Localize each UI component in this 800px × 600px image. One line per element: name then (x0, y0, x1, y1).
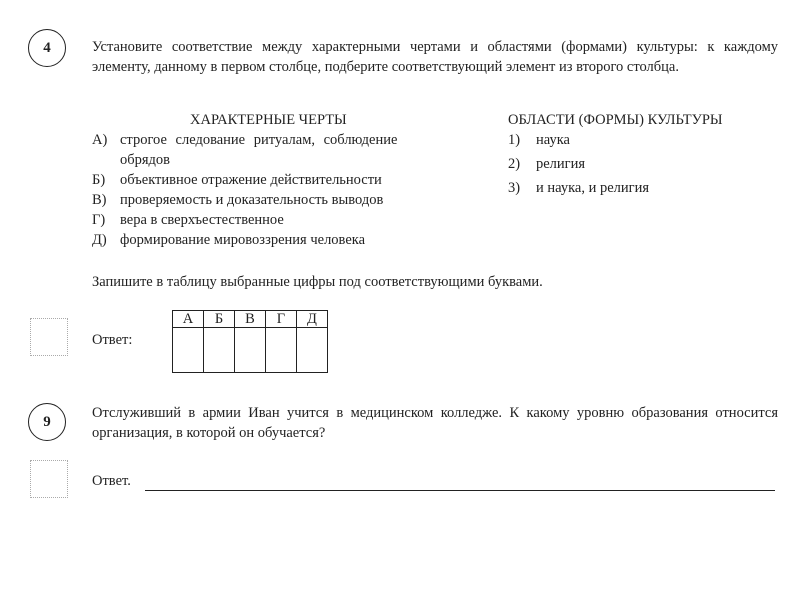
answer-line[interactable] (145, 490, 775, 491)
table-header: Д (297, 311, 328, 328)
form-text: религия (536, 156, 586, 172)
table-header: А (173, 311, 204, 328)
feature-text: строгое следование ритуалам, соблюдение (120, 132, 398, 148)
answer-cell[interactable] (204, 328, 235, 373)
table-header: Б (204, 311, 235, 328)
table-header: Г (266, 311, 297, 328)
feature-item (92, 170, 382, 190)
feature-text: объективное отражение действительности (120, 172, 382, 188)
form-marker: 1) (508, 132, 521, 148)
feature-item (92, 210, 284, 230)
form-text: и наука, и религия (536, 180, 650, 196)
form-item (508, 178, 649, 198)
feature-marker: Г) (92, 212, 106, 228)
feature-item (92, 130, 397, 150)
answer-table (172, 310, 328, 373)
form-item (508, 154, 585, 174)
answer-cell[interactable] (173, 328, 204, 373)
feature-text: формирование мировоззрения человека (120, 232, 366, 248)
score-box (30, 318, 68, 356)
feature-marker: В) (92, 192, 107, 208)
score-box (30, 460, 68, 498)
task-prompt: Отслуживший в армии Иван учится в медицинском колледже. К какому уровню образования относится организация, в которой он обучается? (92, 405, 778, 441)
instruction: Запишите в таблицу выбранные цифры под соответствующими буквами. (92, 274, 543, 290)
features-header: ХАРАКТЕРНЫЕ ЧЕРТЫ (190, 112, 347, 128)
task-number-badge: 9 (28, 403, 66, 441)
feature-text-cont: обрядов (120, 152, 171, 168)
feature-text: проверяемость и доказательность выводов (120, 192, 384, 208)
answer-label: Ответ. (92, 473, 131, 489)
answer-label: Ответ: (92, 332, 133, 348)
answer-cell[interactable] (235, 328, 266, 373)
feature-marker: Д) (92, 232, 107, 248)
answer-cell[interactable] (266, 328, 297, 373)
feature-marker: А) (92, 132, 108, 148)
feature-item (92, 230, 365, 250)
feature-text: вера в сверхъестественное (120, 212, 284, 228)
feature-marker: Б) (92, 172, 106, 188)
answer-cell[interactable] (297, 328, 328, 373)
form-text: наука (536, 132, 570, 148)
forms-header: ОБЛАСТИ (ФОРМЫ) КУЛЬТУРЫ (508, 112, 723, 128)
table-header: В (235, 311, 266, 328)
form-marker: 3) (508, 180, 521, 196)
form-marker: 2) (508, 156, 521, 172)
form-item (508, 130, 570, 150)
feature-item (92, 190, 383, 210)
task-number-badge: 4 (28, 29, 66, 67)
task-prompt: Установите соответствие между характерными чертами и областями (формами) культуры: к каждому элементу, данному в первом столбце, подберите соответствующий элемент из второго столбца. (92, 39, 778, 75)
